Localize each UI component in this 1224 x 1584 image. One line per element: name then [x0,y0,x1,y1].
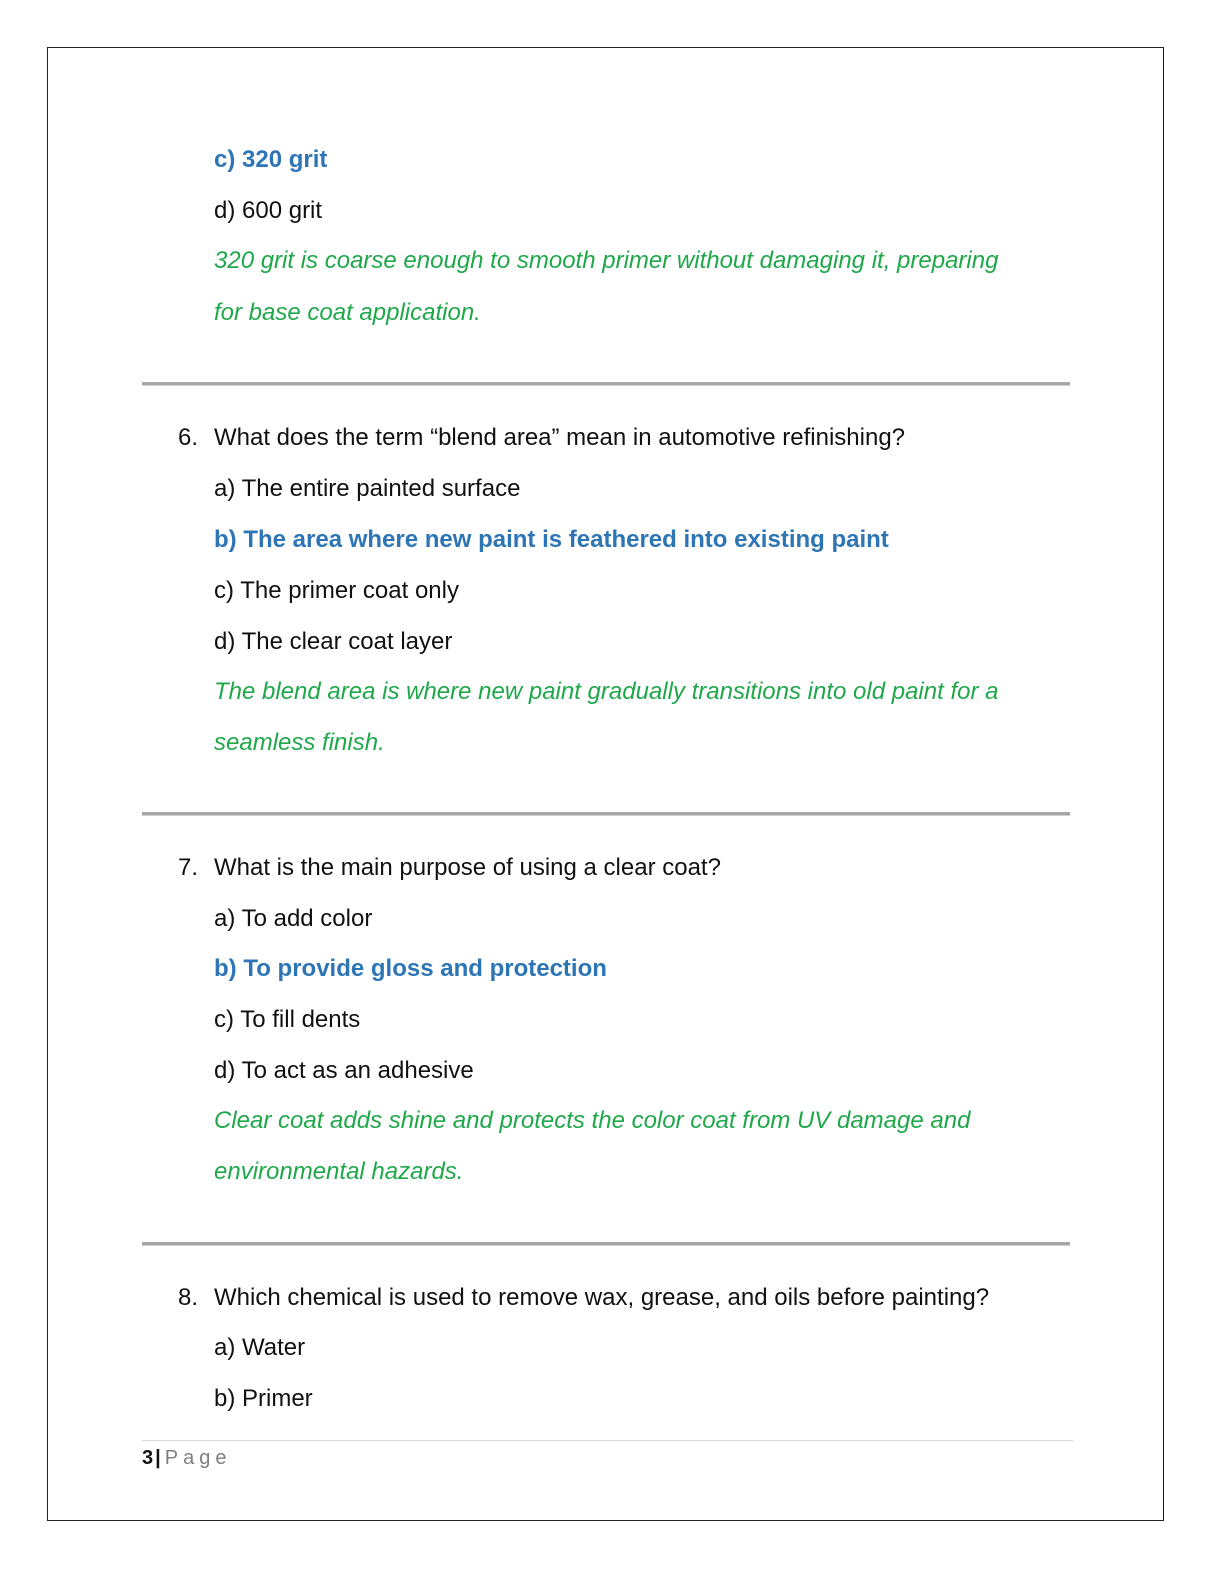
q8-option-a: a) Water [214,1334,306,1361]
question-divider [142,812,1070,816]
q6-option-b-correct: b) The area where new paint is feathered into existing paint [214,526,889,553]
footer-rule [142,1440,1073,1441]
q7-option-c: c) To fill dents [214,1006,361,1033]
q5-explanation-line1: 320 grit is coarse enough to smooth primer without damaging it, preparing [214,247,999,274]
q8-question: Which chemical is used to remove wax, grease, and oils before painting? [214,1284,990,1311]
q7-explanation-line2: environmental hazards. [214,1158,464,1185]
q6-explanation-line2: seamless finish. [214,729,385,756]
q7-option-d: d) To act as an adhesive [214,1057,474,1084]
q8-number: 8. [178,1284,199,1311]
q5-option-d: d) 600 grit [214,197,323,224]
q5-option-c-correct: c) 320 grit [214,146,328,173]
footer-separator: | [155,1447,161,1469]
question-divider [142,382,1070,386]
q6-question: What does the term “blend area” mean in automotive refinishing? [214,424,906,451]
page-footer [142,1446,231,1470]
q8-option-b: b) Primer [214,1385,313,1412]
q6-explanation-line1: The blend area is where new paint gradually transitions into old paint for a [214,678,999,705]
q6-number: 6. [178,424,199,451]
page-number: 3 [142,1447,154,1469]
q6-option-c: c) The primer coat only [214,577,459,604]
q6-option-a: a) The entire painted surface [214,475,521,502]
page-label: Page [164,1447,232,1469]
q7-explanation-line1: Clear coat adds shine and protects the color coat from UV damage and [214,1107,971,1134]
q7-question: What is the main purpose of using a clear coat? [214,854,721,881]
q7-option-b-correct: b) To provide gloss and protection [214,955,607,982]
q7-number: 7. [178,854,199,881]
q5-explanation-line2: for base coat application. [214,299,481,326]
q7-option-a: a) To add color [214,905,373,932]
question-divider [142,1242,1070,1246]
q6-option-d: d) The clear coat layer [214,628,453,655]
